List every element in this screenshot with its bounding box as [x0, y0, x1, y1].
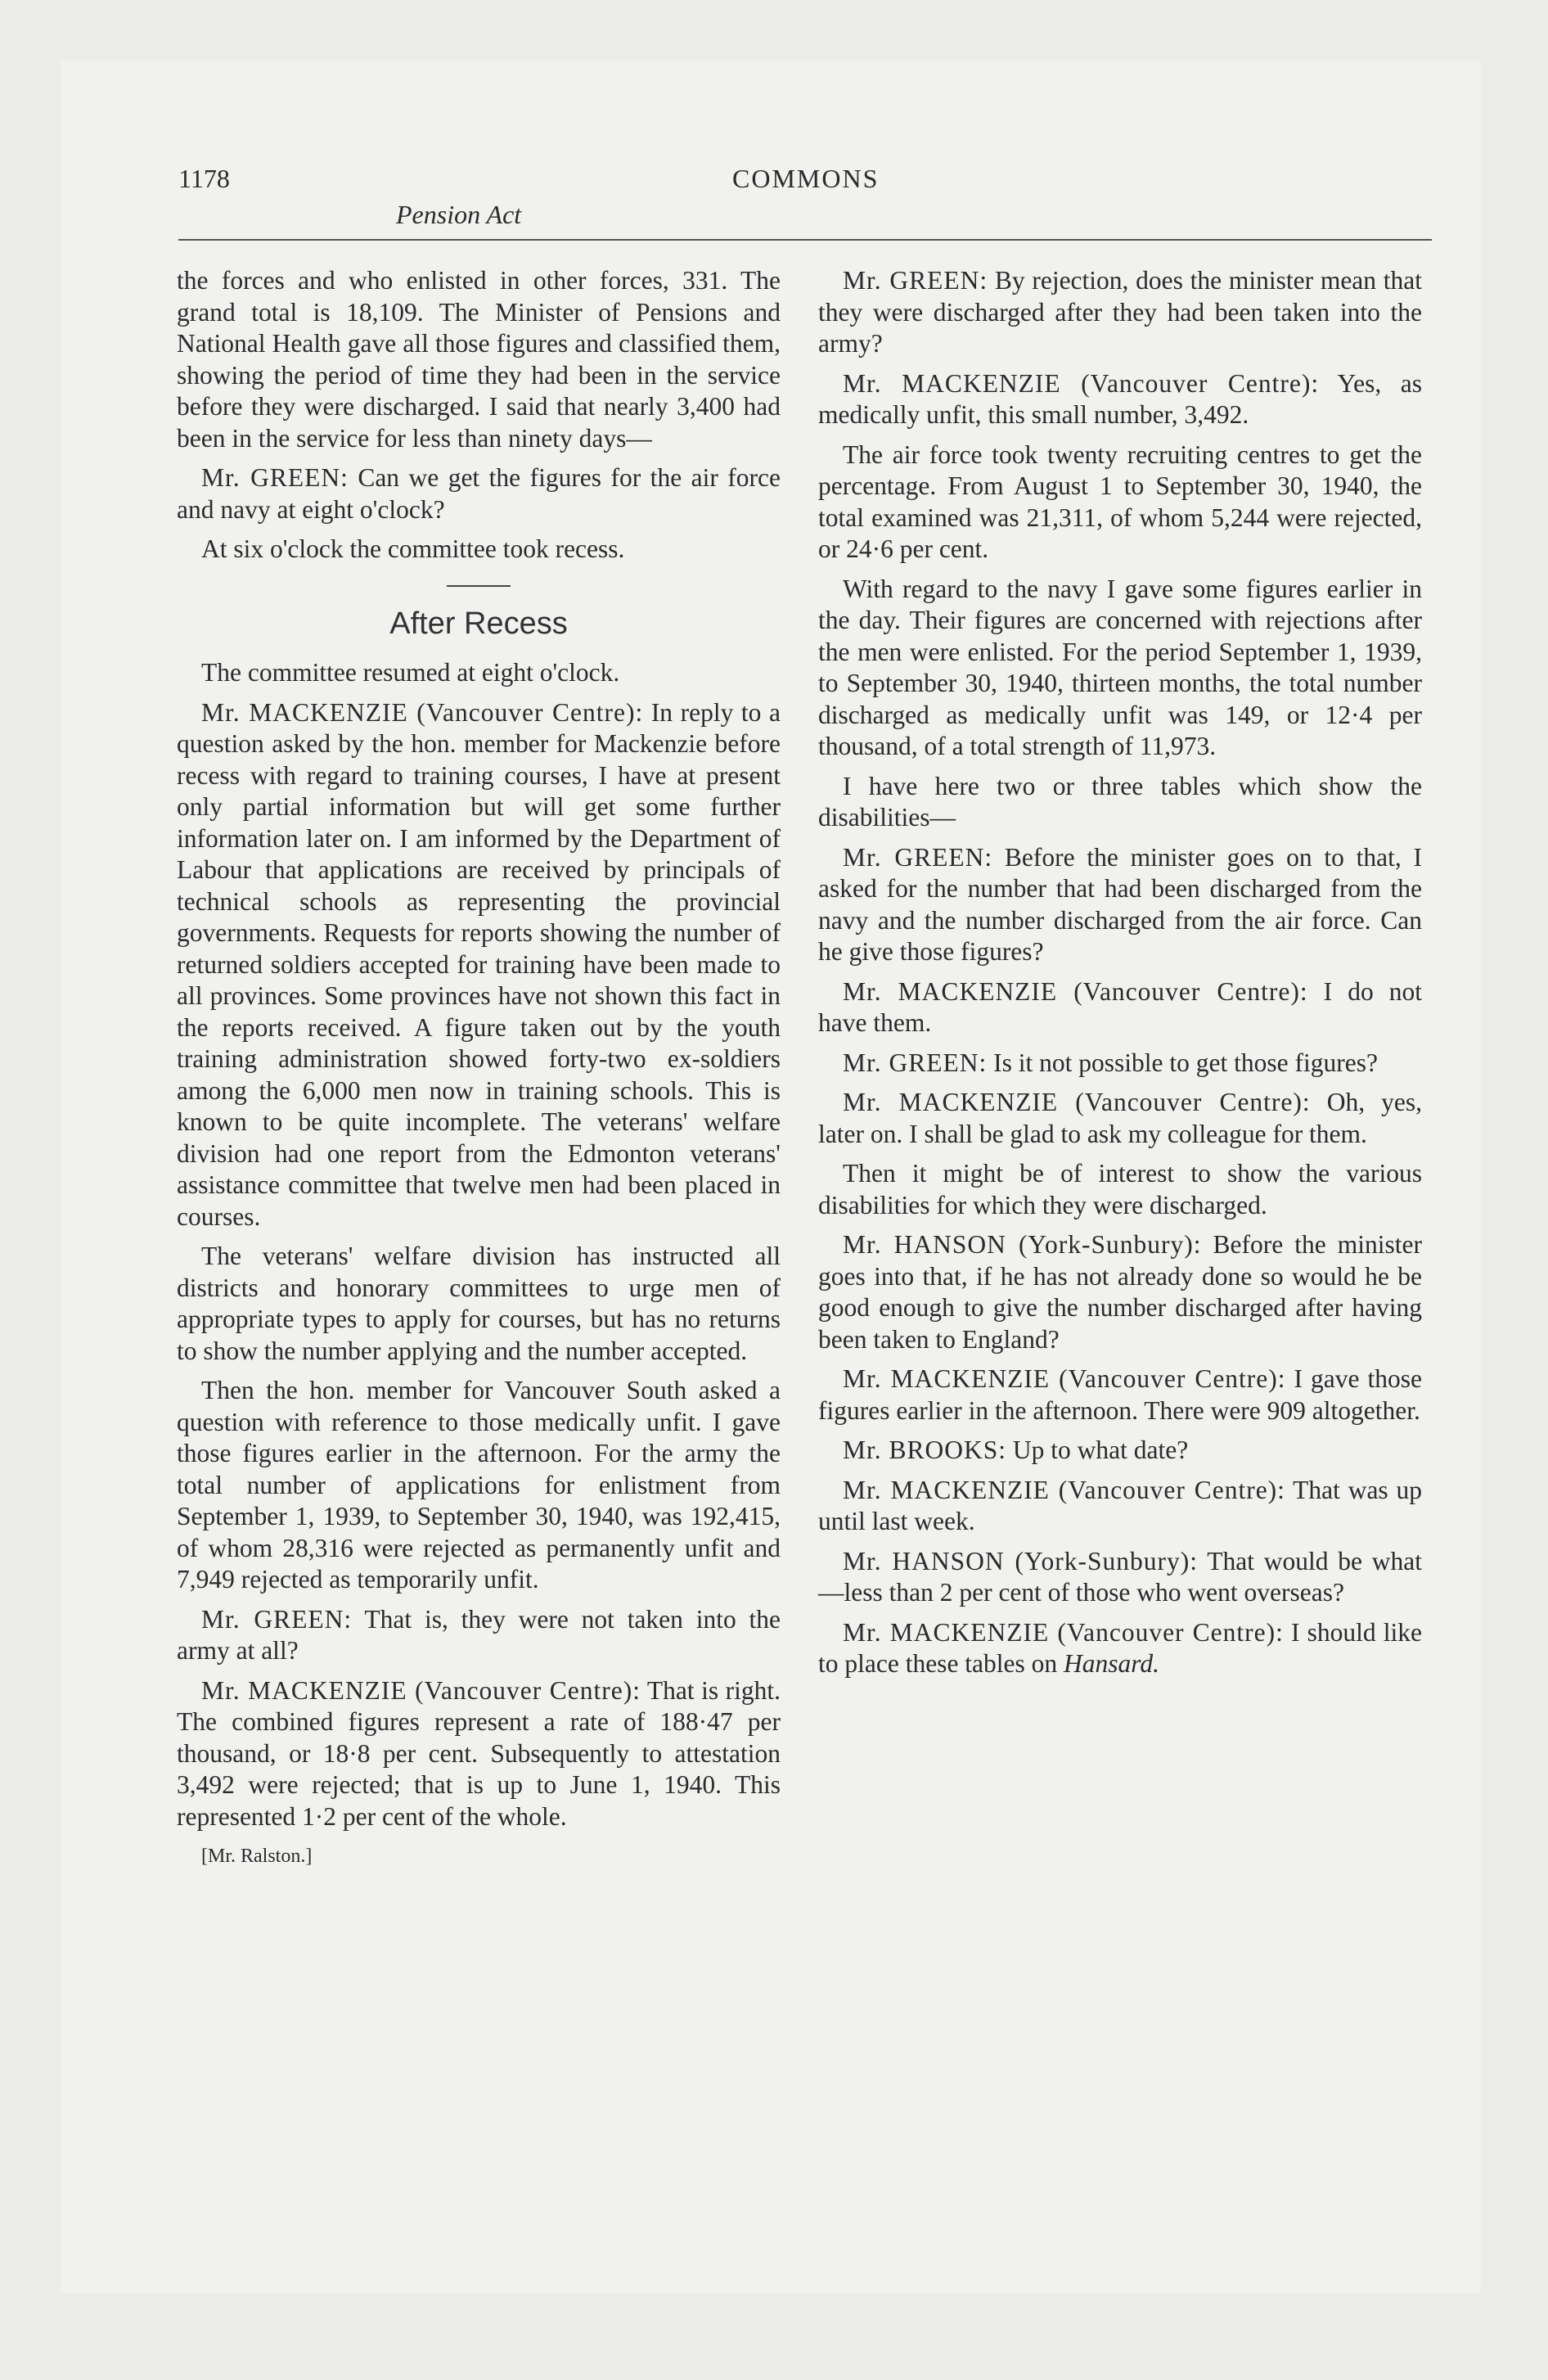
paragraph	[818, 1229, 1422, 1355]
speaker: Mr. MACKENZIE (Vancouver Centre):	[843, 368, 1320, 398]
page-number: 1178	[178, 164, 230, 193]
paragraph	[177, 462, 781, 525]
paragraph	[177, 1604, 781, 1667]
speaker: Mr. MACKENZIE (Vancouver Centre):	[843, 1364, 1286, 1393]
speaker: Mr. GREEN:	[201, 463, 349, 492]
right-column	[818, 265, 1422, 1688]
paragraph	[818, 1364, 1422, 1427]
speech: In reply to a question asked by the hon. member for Mackenzie before recess with regard to training courses, I have at present only partial information but will get some further information later on. I am informed by the Department of Labour that applications are received by principals of technical schools as representing the provincial governments. Requests for reports showing the number of returned soldiers accepted for training have been made to all provinces. Some provinces have not shown this fact in the reports received. A figure taken out by the youth training administration showed forty-two ex-soldiers among the 6,000 men now in training schools. This is known to be quite incomplete. The veterans' welfare division had one report from the Edmonton veterans' assistance committee that twelve men had been placed in courses.	[177, 697, 781, 1231]
paragraph: The committee resumed at eight o'clock.	[201, 658, 620, 687]
speech: Can we get the figures for the air force and navy at eight o'clock?	[177, 463, 781, 524]
hansard-reference: Hansard.	[1064, 1649, 1160, 1678]
paragraph	[818, 1546, 1422, 1609]
speech: That is, they were not taken into the army at all?	[177, 1604, 781, 1665]
paragraph	[818, 265, 1422, 360]
speech: Before the minister goes on to that, I asked for the number that had been discharged from the navy and the number discharged from the air force. Can he give those figures?	[818, 842, 1422, 966]
speech: I do not have them.	[818, 976, 1422, 1037]
paragraph	[818, 1087, 1422, 1150]
paragraph	[818, 1617, 1422, 1680]
paragraph: With regard to the navy I gave some figures earlier in the day. Their figures are concerned with rejections after the men were enlisted. For the period September 1, 1939, to September 30, 1940, thirteen months, the total number discharged as medically unfit was 149, or 12·4 per thousand, of a total strength of 11,973.	[818, 574, 1422, 760]
paragraph	[818, 1435, 1422, 1467]
speaker: Mr. GREEN:	[843, 1048, 988, 1077]
speaker: Mr. MACKENZIE (Vancouver Centre):	[201, 1675, 641, 1705]
speech: By rejection, does the minister mean that they were discharged after they had been taken into the army?	[818, 266, 1422, 358]
speaker: Mr. HANSON (York-Sunbury):	[843, 1546, 1199, 1575]
paragraph	[177, 1675, 781, 1833]
paragraph: The air force took twenty recruiting centres to get the percentage. From August 1 to September 30, 1940, the total examined was 21,311, of whom 5,244 were rejected, or 24·6 per cent.	[818, 439, 1422, 563]
footer-note: [Mr. Ralston.]	[201, 1846, 313, 1867]
speaker: Mr. BROOKS:	[843, 1436, 1007, 1464]
speaker: Mr. GREEN:	[201, 1604, 353, 1634]
paragraph	[818, 1475, 1422, 1538]
paragraph: At six o'clock the committee took recess.	[201, 534, 625, 563]
speaker: Mr. HANSON (York-Sunbury):	[843, 1230, 1202, 1259]
paragraph	[818, 976, 1422, 1039]
left-column	[177, 265, 781, 1881]
speech: I should like to place these tables on	[818, 1617, 1422, 1678]
speaker: Mr. MACKENZIE (Vancouver Centre):	[201, 697, 644, 727]
paragraph	[818, 842, 1422, 968]
paragraph: the forces and who enlisted in other forces, 331. The grand total is 18,109. The Minister of Pensions and National Health gave all those figures and classified them, showing the period of time they had been in the service before they were discharged. I said that nearly 3,400 had been in the service for less than ninety days—	[177, 266, 781, 453]
speaker: Mr. GREEN:	[843, 842, 993, 872]
paragraph	[818, 1048, 1422, 1080]
speaker: Mr. MACKENZIE (Vancouver Centre):	[843, 1088, 1311, 1116]
paragraph	[818, 368, 1422, 431]
section-divider	[447, 585, 511, 587]
speech: Yes, as medically unfit, this small number, 3,492.	[818, 368, 1422, 429]
chamber-title: COMMONS	[732, 164, 880, 193]
speaker: Mr. MACKENZIE (Vancouver Centre):	[843, 1475, 1285, 1504]
speech: Oh, yes, later on. I shall be glad to ask my colleague for them.	[818, 1088, 1423, 1148]
speaker: Mr. GREEN:	[843, 266, 988, 295]
speech: That was up until last week.	[818, 1475, 1422, 1535]
header-rule	[178, 239, 1432, 241]
speech: I gave those figures earlier in the afternoon. There were 909 altogether.	[818, 1364, 1423, 1425]
speech: That is right. The combined figures represent a rate of 188·47 per thousand, or 18·8 per cent. Subsequently to attestation 3,492 were rejected; that is up to June 1, 1940. This represented 1·2 per cent of the whole.	[177, 1675, 781, 1831]
speech: That would be what—less than 2 per cent of those who went overseas?	[818, 1546, 1422, 1607]
paragraph	[177, 697, 781, 1233]
paragraph: Then it might be of interest to show the various disabilities for which they were discharged.	[818, 1159, 1422, 1219]
speech: Up to what date?	[1012, 1436, 1189, 1464]
paragraph: Then the hon. member for Vancouver South asked a question with reference to those medically unfit. I gave those figures earlier in the afternoon. For the army the total number of applications for enlistment from September 1, 1939, to September 30, 1940, was 192,415, of whom 28,316 were rejected as permanently unfit and 7,949 rejected as temporarily unfit.	[177, 1376, 781, 1593]
speech: Is it not possible to get those figures?	[993, 1048, 1378, 1077]
section-heading: After Recess	[389, 606, 568, 641]
speaker: Mr. MACKENZIE (Vancouver Centre):	[843, 1617, 1284, 1647]
paragraph: I have here two or three tables which show the disabilities—	[818, 771, 1422, 832]
speaker: Mr. MACKENZIE (Vancouver Centre):	[843, 976, 1308, 1006]
paragraph: The veterans' welfare division has instructed all districts and honorary committees to urge men of appropriate types to apply for courses, but has no returns to show the number applying and the number accepted.	[177, 1242, 781, 1365]
subject-title: Pension Act	[396, 200, 522, 229]
speech: Before the minister goes into that, if he has not already done so would he be good enough to give the number discharged after having been taken to England?	[818, 1230, 1423, 1354]
